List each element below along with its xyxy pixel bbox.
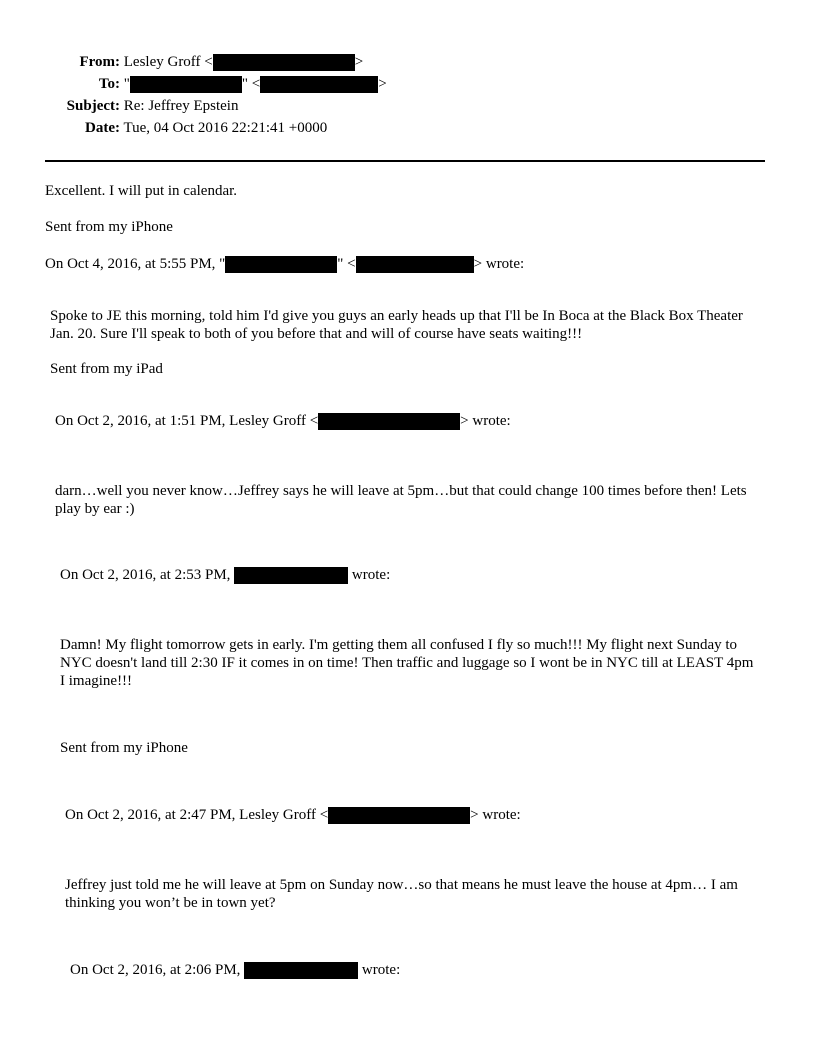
- message-1: Spoke to JE this morning, told him I'd give you guys an early heads up that I'll be In Boca at the Black Box Theater Jan. 20. Sure I'll speak to both of you before that and will of course have seats waiting!!!: [50, 308, 743, 342]
- redaction-box: [213, 54, 355, 71]
- reply-text: Excellent. I will put in calendar.: [45, 183, 238, 199]
- redaction-box: [356, 256, 474, 273]
- from-label: From:: [79, 54, 120, 70]
- message-2: darn…well you never know…Jeffrey says he will leave at 5pm…but that could change 100 times before then! Lets play by ear :): [55, 483, 747, 517]
- redaction-box: [244, 962, 358, 979]
- quote2-intro-pre: On Oct 2, 2016, at 1:51 PM, Lesley Groff <: [55, 413, 319, 429]
- quote4-intro-suffix: > wrote:: [470, 807, 521, 823]
- from-name: Lesley Groff: [123, 54, 201, 70]
- quote3-intro-pre: On Oct 2, 2016, at 2:53 PM,: [60, 567, 231, 583]
- quote2-intro-suffix: > wrote:: [460, 413, 511, 429]
- from-email-open: <: [204, 54, 213, 70]
- signature-ipad: Sent from my iPad: [50, 361, 163, 377]
- redaction-box: [234, 567, 348, 584]
- redaction-box: [328, 807, 470, 824]
- signature-iphone-2: Sent from my iPhone: [60, 740, 188, 756]
- quote3-intro: [60, 567, 390, 584]
- date-text: Tue, 04 Oct 2016 22:21:41 +0000: [123, 120, 328, 136]
- quote1-intro-suffix: wrote:: [485, 256, 525, 272]
- from-email-close: >: [354, 54, 364, 70]
- subject-text: Re: Jeffrey Epstein: [123, 98, 239, 114]
- signature-iphone: Sent from my iPhone: [45, 219, 173, 235]
- quote4-intro: [65, 807, 521, 824]
- quote5-intro-suffix: wrote:: [361, 962, 401, 978]
- message-3: Damn! My flight tomorrow gets in early. I'm getting them all confused I fly so much!!! My flight next Sunday to NYC doesn't land till 2:30 IF it comes in on time! Then traffic and luggage so I wont be in NYC till at LEAST 4pm I imagine!!!: [60, 637, 754, 689]
- quote1-intro-pre: On Oct 4, 2016, at 5:55 PM, ": [45, 256, 226, 272]
- to-email-close: >: [378, 76, 387, 92]
- redaction-box: [260, 76, 378, 93]
- redaction-box: [130, 76, 242, 93]
- quote4-intro-pre: On Oct 2, 2016, at 2:47 PM, Lesley Groff <: [65, 807, 329, 823]
- to-quote-close: " <: [241, 76, 261, 92]
- to-label: To:: [98, 76, 120, 92]
- date-label: Date:: [85, 120, 120, 136]
- quote3-intro-suffix: wrote:: [351, 567, 391, 583]
- subject-line: [60, 98, 238, 115]
- message-4: Jeffrey just told me he will leave at 5pm on Sunday now…so that means he must leave the house at 4pm… I am thinking you won’t be in town yet?: [65, 877, 738, 911]
- to-line: [60, 76, 387, 93]
- quote5-intro: [70, 962, 400, 979]
- quote2-intro: [55, 413, 511, 430]
- redaction-box: [318, 413, 460, 430]
- redaction-box: [225, 256, 337, 273]
- quote1-quote-mark: " <: [337, 256, 356, 272]
- from-line: [60, 54, 363, 71]
- subject-label: Subject:: [66, 98, 120, 114]
- header-divider: [45, 160, 765, 162]
- quote1-intro: [45, 256, 524, 273]
- to-quote-open: ": [123, 76, 130, 92]
- quote1-email-close: >: [473, 256, 486, 272]
- quote5-intro-pre: On Oct 2, 2016, at 2:06 PM,: [70, 962, 241, 978]
- date-line: [60, 120, 327, 137]
